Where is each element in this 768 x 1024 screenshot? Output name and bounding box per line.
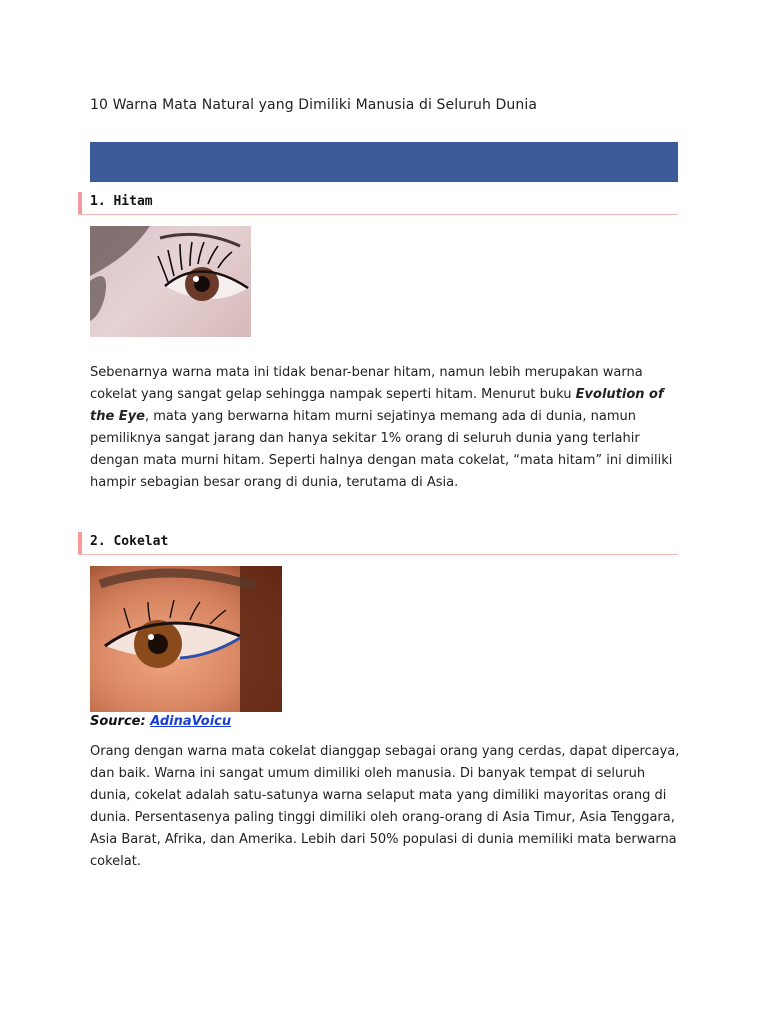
heading-accent-bar (78, 532, 82, 554)
section-heading-cokelat (78, 532, 678, 555)
brown-eye-photo (90, 566, 282, 712)
section-heading-label: 2. Cokelat (90, 534, 169, 549)
brown-eye-illustration (90, 566, 282, 712)
book-title: Evolution of the Eye (90, 387, 664, 424)
black-eye-illustration (90, 226, 251, 337)
blue-banner (90, 142, 678, 182)
heading-accent-bar (78, 192, 82, 214)
document-title: 10 Warna Mata Natural yang Dimiliki Manusia di Seluruh Dunia (90, 97, 538, 113)
paragraph-hitam (90, 362, 680, 494)
source-link[interactable]: AdinaVoicu (150, 714, 232, 729)
source-label: Source: (90, 714, 151, 729)
paragraph-text: Sebenarnya warna mata ini tidak benar-benar hitam, namun lebih merupakan warna cokelat yang sangat gelap sehingga nampak seperti hitam. Menurut buku (90, 365, 643, 402)
paragraph-cokelat: Orang dengan warna mata cokelat dianggap sebagai orang yang cerdas, dapat dipercaya, dan baik. Warna ini sangat umum dimiliki oleh manusia. Di banyak tempat di seluruh dunia, cokelat adalah satu-satunya warna selaput mata yang dimiliki mayoritas orang di dunia. Persentasenya paling tinggi dimiliki oleh orang-orang di Asia Timur, Asia Tenggara, Asia Barat, Afrika, dan Amerika. Lebih dari 50% populasi di dunia memiliki mata berwarna cokelat. (90, 744, 680, 869)
section-heading-label: 1. Hitam (90, 194, 153, 209)
paragraph-text: , mata yang berwarna hitam murni sejatinya memang ada di dunia, namun pemiliknya sangat jarang dan hanya sekitar 1% orang di seluruh dunia yang terlahir dengan mata murni hitam. Seperti halnya dengan mata cokelat, “mata hitam” ini dimiliki hampir sebagian besar orang di dunia, terutama di Asia. (90, 409, 673, 490)
black-eye-photo (90, 226, 251, 337)
section-heading-hitam (78, 192, 678, 215)
image-source (90, 714, 231, 729)
